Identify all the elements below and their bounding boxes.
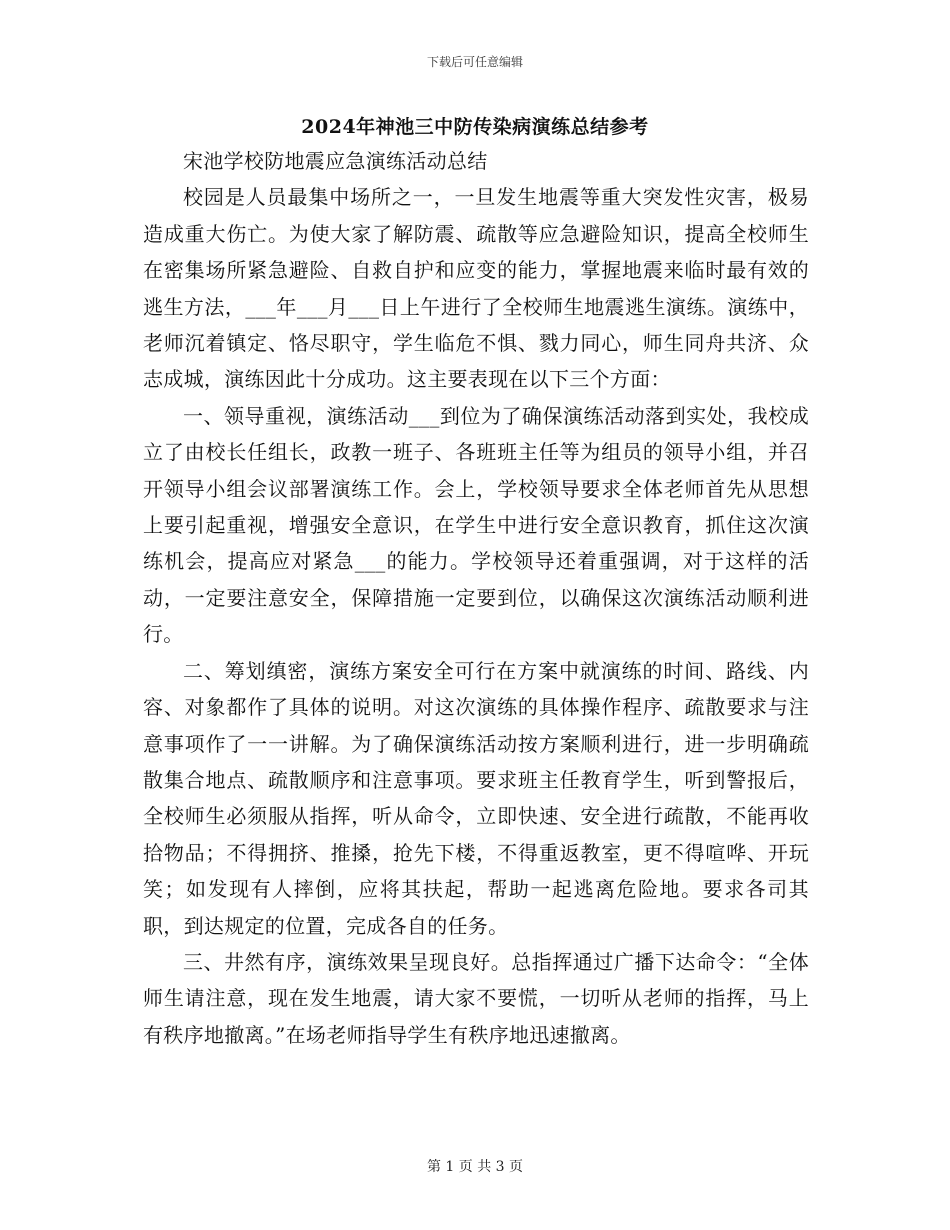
document-body: [143, 143, 809, 1053]
body-paragraph-section-1: 一、领导重视，演练活动___到位为了确保演练活动落到实处，我校成立了由校长任组长，政教一班子、各班班主任等为组员的领导小组，并召开领导小组会议部署演练工作。会上，学校领导要求全体老师首先从思想上要引起重视，增强安全意识，在学生中进行安全意识教育，抓住这次演练机会，提高应对紧急___的能力。学校领导还着重强调，对于这样的活动，一定要注意安全，保障措施一定要到位，以确保这次演练活动顺利进行。: [143, 403, 809, 647]
body-paragraph-section-2: 二、筹划缜密，演练方案安全可行在方案中就演练的时间、路线、内容、对象都作了具体的说明。对这次演练的具体操作程序、疏散要求与注意事项作了一一讲解。为了确保演练活动按方案顺利进行，进一步明确疏散集合地点、疏散顺序和注意事项。要求班主任教育学生，听到警报后，全校师生必须服从指挥，听从命令，立即快速、安全进行疏散，不能再收拾物品；不得拥挤、推搡，抢先下楼，不得重返教室，更不得喧哗、开玩笑；如发现有人摔倒，应将其扶起，帮助一起逃离危险地。要求各司其职，到达规定的位置，完成各自的任务。: [143, 658, 809, 938]
body-paragraph-intro: 校园是人员最集中场所之一，一旦发生地震等重大突发性灾害，极易造成重大伤亡。为使大家了解防震、疏散等应急避险知识，提高全校师生在密集场所紧急避险、自救自护和应变的能力，掌握地震来临时最有效的逃生方法，___年___月___日上午进行了全校师生地震逃生演练。演练中，老师沉着镇定、恪尽职守，学生临危不惧、戮力同心，师生同舟共济、众志成城，演练因此十分成功。这主要表现在以下三个方面：: [143, 185, 809, 392]
header-note: 下载后可任意编辑: [426, 55, 523, 69]
page-number-footer: 第 1 页 共 3 页: [426, 1159, 524, 1175]
subtitle-paragraph: 宋池学校防地震应急演练活动总结: [183, 149, 488, 173]
body-paragraph-section-3: 三、井然有序，演练效果呈现良好。总指挥通过广播下达命令：“全体师生请注意，现在发生地震，请大家不要慌，一切听从老师的指挥，马上有秩序地撤离。”在场老师指导学生有秩序地迅速撤离。: [143, 949, 809, 1047]
document-title: 2024年神池三中防传染病演练总结参考: [301, 116, 649, 138]
